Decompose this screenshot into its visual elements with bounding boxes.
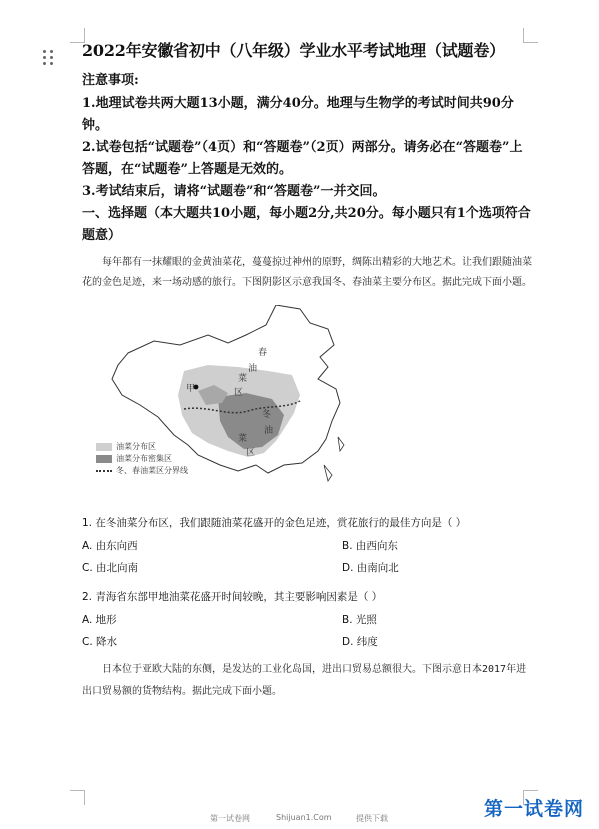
question-1-options — [82, 535, 532, 579]
map-label-cai-1: 菜 — [238, 374, 248, 384]
q1-option-a[interactable]: A. 由东向西 — [82, 540, 138, 552]
q2-option-a[interactable]: A. 地形 — [82, 614, 117, 626]
china-rapeseed-map — [88, 305, 368, 505]
notes-section — [82, 70, 532, 247]
legend-item-distribution: 油菜分布区 — [96, 441, 188, 453]
question-1-stem: 1. 在冬油菜分布区，我们跟随油菜花盛开的金色足迹，赏花旅行的最佳方向是（ ） — [82, 517, 467, 529]
q2-option-d[interactable]: D. 纬度 — [342, 636, 378, 648]
map-label-cai-2: 菜 — [238, 434, 248, 444]
map-legend — [96, 441, 188, 477]
passage-1: 每年都有一抹耀眼的金黄油菜花，蔓蔓掠过神州的原野，绸陈出精彩的大地艺术。让我们跟随油菜花的金色足迹，来一场动感的旅行。下图阴影区示意我国冬、春油菜主要分布区。据此完成下面小题。 — [82, 257, 532, 288]
question-2-stem: 2. 青海省东部甲地油菜花盛开时间较晚，其主要影响因素是（ ） — [82, 591, 383, 603]
crop-mark-bottom-left — [70, 790, 85, 805]
map-label-oil-2: 油 — [264, 426, 274, 436]
footer-site-name[interactable]: 第一试卷网 — [210, 814, 250, 823]
notes-heading: 注意事项: — [82, 73, 139, 88]
q2-option-c[interactable]: C. 降水 — [82, 636, 118, 648]
note-1: 1.地理试卷共两大题13小题，满分40分。地理与生物学的考试时间共90分钟。 — [82, 96, 514, 133]
q1-option-b[interactable]: B. 由西向东 — [342, 540, 398, 552]
map-label-spring: 春 — [258, 348, 268, 358]
map-label-oil-1: 油 — [248, 364, 258, 374]
page-content — [82, 40, 532, 713]
legend-item-dense: 油菜分布密集区 — [96, 453, 188, 465]
map-label-winter: 冬 — [262, 410, 272, 420]
footer-site-url[interactable]: Shijuan1.Com — [276, 813, 332, 822]
q1-option-d[interactable]: D. 由南向北 — [342, 562, 399, 574]
site-watermark: 第一试卷网 — [484, 798, 585, 820]
map-label-qu-1: 区 — [234, 388, 244, 398]
q1-option-c[interactable]: C. 由北向南 — [82, 562, 139, 574]
question-2 — [82, 585, 532, 609]
question-1 — [82, 511, 532, 535]
document-title: 2022年安徽省初中（八年级）学业水平考试地理（试题卷） — [82, 41, 505, 60]
passage-2: 日本位于亚欧大陆的东侧，是发达的工业化岛国，进出口贸易总额很大。下图示意日本2017年进出口贸易额的货物结构。据此完成下面小题。 — [82, 664, 527, 697]
question-2-options — [82, 609, 532, 653]
note-2: 2.试卷包括“试题卷”（4页）和“答题卷”（2页）两部分。请务必在“答题卷”上答题，在“试题卷”上答题是无效的。 — [82, 140, 523, 177]
q2-option-b[interactable]: B. 光照 — [342, 614, 377, 626]
drag-handle-icon[interactable] — [43, 50, 55, 68]
footer-download-text: 提供下载 — [356, 814, 388, 823]
note-3: 3.考试结束后，请将“试题卷”和“答题卷”一并交回。 — [82, 184, 386, 199]
map-label-qu-2: 区 — [246, 448, 256, 458]
section-heading: 一、选择题（本大题共10小题，每小题2分,共20分。每小题只有1个选项符合题意） — [82, 206, 531, 243]
legend-item-boundary: 冬、春油菜区分界线 — [96, 465, 188, 477]
map-label-jia: 甲 — [186, 384, 196, 394]
